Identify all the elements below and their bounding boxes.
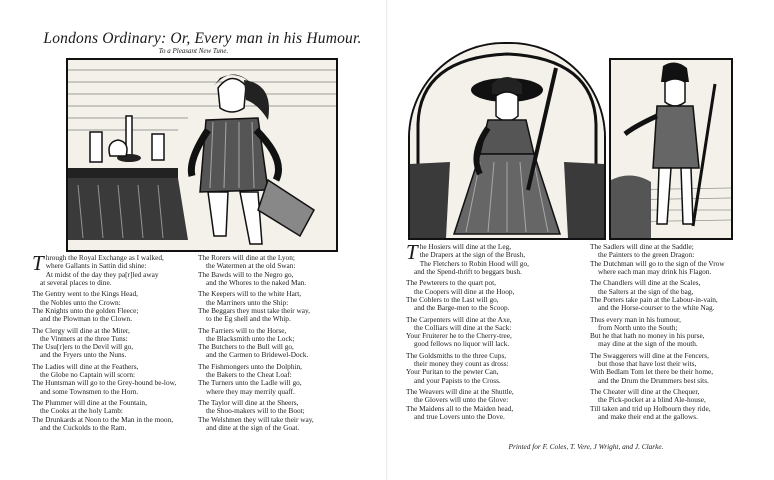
verse-line: Your Puritan to the pewter Can, xyxy=(406,367,499,377)
verse-line: The Gentry went to the Kings Head, xyxy=(32,289,138,299)
verse-line: The Clergy will dine at the Miter, xyxy=(32,325,130,335)
verse-line: Your Fruiterer he to the Cherry-tree, xyxy=(406,331,512,341)
right-column-1 xyxy=(406,240,529,424)
verse-line: But he that hath no money in his purse, xyxy=(590,331,705,341)
stanza xyxy=(32,399,176,432)
left-column-2 xyxy=(198,254,314,435)
verse-line: where they may merrily quaff. xyxy=(206,386,295,396)
verse-line: The Chandlers will dine at the Scales, xyxy=(590,278,701,288)
verse-line: The Farriers will to the Horse, xyxy=(198,325,287,335)
verse-line: he Hosiers will dine at the Leg, xyxy=(419,242,512,251)
verse-line: The Fletchers to Robin Hood will go, xyxy=(419,258,529,268)
ballad-title: Londons Ordinary: Or, Every man in his Humour. xyxy=(43,30,362,47)
verse-line: and the Barge-men to the Scoop. xyxy=(414,303,510,313)
right-column-2 xyxy=(590,243,725,424)
verse-line: The Ladies will dine at the Feathers, xyxy=(32,361,139,371)
stanza xyxy=(32,363,176,396)
stanza xyxy=(406,316,522,349)
verse-line: the Nobles unto the Crown: xyxy=(40,297,121,307)
verse-line: The Rorers will dine at the Lyon; xyxy=(198,253,295,262)
verse-line: the Watermen at the old Swan: xyxy=(206,261,296,271)
verse-line: the Coopers will dine at the Hoop, xyxy=(414,286,515,296)
verse-line: The Huntsman will go to the Grey-hound be-low, xyxy=(32,378,177,388)
verse-line: Till taken and trid up Holbourn they ride, xyxy=(590,403,711,413)
verse-line: The Weavers will dine at the Shuttle, xyxy=(406,387,514,397)
verse-line: the Glovers will unto the Glove: xyxy=(414,395,509,405)
verse-line: and some Townsmen to the Horn. xyxy=(40,386,139,396)
stanza xyxy=(406,352,522,385)
verse-line: at several places to dine. xyxy=(40,277,112,287)
verse-line: The Drunkards at Noon to the Man in the moon, xyxy=(32,414,174,424)
verse-line: the Pick-pocket at a blind Ale-house, xyxy=(598,395,706,405)
verse-line: The Coblers to the Last will go, xyxy=(406,294,499,304)
stanza xyxy=(590,243,725,276)
stanza xyxy=(32,290,176,323)
verse-line: may dine at the sign of the mouth. xyxy=(598,339,698,349)
stanza xyxy=(32,327,176,360)
stanza xyxy=(590,388,725,421)
woodcut-man-with-staff xyxy=(609,58,733,240)
verse-line: The Knights unto the golden Fleece; xyxy=(32,305,139,315)
verse-line: the Shoo-makers will to the Boot; xyxy=(206,406,305,416)
left-column-1 xyxy=(32,251,177,435)
stanza xyxy=(198,254,314,287)
verse-line: the Painters to the green Dragon: xyxy=(598,250,695,260)
verse-line: hrough the Royal Exchange as I walked, xyxy=(45,253,164,262)
verse-line: the Salters at the sign of the bag, xyxy=(598,286,694,296)
stanza xyxy=(406,279,522,312)
verse-line: The Turners unto the Ladle will go, xyxy=(198,378,302,388)
verse-line: and the Spend-thrift to beggars bush. xyxy=(414,266,522,276)
stanza xyxy=(406,240,529,276)
verse-line: and the Drum the Drummers best sits. xyxy=(598,375,709,385)
verse-line: The Dutchman will go to the sign of the Vrow xyxy=(590,258,725,268)
verse-line: The Goldsmiths to the three Cups, xyxy=(406,350,507,360)
stanza xyxy=(590,316,725,349)
verse-line: The Usu[r]ers to the Devil will go, xyxy=(32,342,134,352)
verse-line: and true Lovers unto the Dove. xyxy=(414,411,505,421)
verse-line: and the Horse-courser to the white Nag. xyxy=(598,303,715,313)
printer-colophon: Printed for F. Coles, T. Vere, J Wright, and J. Clarke. xyxy=(508,442,664,451)
verse-line: The Porters take pain at the Labour-in-vain, xyxy=(590,294,718,304)
drop-cap: T xyxy=(406,240,418,264)
stanza xyxy=(406,388,522,421)
verse-line: the Drapers at the sign of the Brush, xyxy=(419,250,526,260)
stanza xyxy=(32,251,176,287)
verse-line: their money they count as dross: xyxy=(414,359,509,369)
verse-line: where each man may drink his Flagon. xyxy=(598,266,712,276)
verse-line: The Butchers to the Bull will go, xyxy=(198,342,294,352)
verse-line: and your Papists to the Cross. xyxy=(414,375,501,385)
verse-line: The Cheater will dine at the Chequer, xyxy=(590,387,700,397)
woodcut-seated-gentleman xyxy=(66,58,338,252)
verse-line: the Blacksmith unto the Lock; xyxy=(206,333,295,343)
verse-line: the Bakers to the Cheat Loaf: xyxy=(206,370,292,380)
stanza xyxy=(198,327,314,360)
verse-line: The Taylor will dine at the Sheers, xyxy=(198,398,299,408)
verse-line: Thus every man in his humour, xyxy=(590,314,681,324)
verse-line: and the Plowman to the Clown. xyxy=(40,314,133,324)
verse-line: the Vintners at the three Tuns: xyxy=(40,333,128,343)
verse-line: and the Carmen to Bridewel-Dock. xyxy=(206,350,309,360)
verse-line: from North unto the South; xyxy=(598,322,678,332)
verse-line: With Bedlam Tom let there be their home, xyxy=(590,367,714,377)
stanza xyxy=(198,363,314,396)
verse-line: and dine at the sign of the Goat. xyxy=(206,422,300,432)
verse-line: to the Eg shell and the Whip. xyxy=(206,314,291,324)
verse-line: The Welshmen they will take their way, xyxy=(198,414,314,424)
verse-line: the Cooks at the holy Lamb: xyxy=(40,406,123,416)
verse-line: The Bawds will to the Negro go, xyxy=(198,269,294,279)
verse-line: The Maidens all to the Maiden head, xyxy=(406,403,514,413)
page-fold xyxy=(386,0,388,480)
verse-line: The Beggars they must take their way, xyxy=(198,305,310,315)
drop-cap: T xyxy=(32,251,44,275)
verse-line: and make their end at the gallows. xyxy=(598,411,698,421)
tune-note: To a Pleasant New Tune. xyxy=(158,47,229,55)
verse-line: The Carpenters will dine at the Axe, xyxy=(406,314,512,324)
verse-line: The Swaggerers will dine at the Fencers, xyxy=(590,350,709,360)
stanza xyxy=(198,399,314,432)
woodcut-arched-figure xyxy=(408,42,606,240)
verse-line: good fellows no liquor will lack. xyxy=(414,339,510,349)
verse-line: where Gallants in Sattin did shine: xyxy=(45,261,147,271)
verse-line: The Pewterers to the quart pot, xyxy=(406,278,496,288)
stanza xyxy=(198,290,314,323)
verse-line: the Marriners unto the Ship: xyxy=(206,297,289,307)
stanza xyxy=(590,352,725,385)
verse-line: The Sadlers will dine at the Saddle; xyxy=(590,242,694,251)
verse-line: At midst of the day they pa[r]led away xyxy=(45,269,159,279)
verse-line: but those that have lost their wits, xyxy=(598,359,697,369)
verse-line: The Fishmongers unto the Dolphin, xyxy=(198,361,302,371)
verse-line: the Globe no Captain will scorn: xyxy=(40,370,136,380)
verse-line: the Colliars will dine at the Sack: xyxy=(414,322,512,332)
verse-line: and the Fryers unto the Nuns. xyxy=(40,350,127,360)
verse-line: The Keepers will to the white Hart, xyxy=(198,289,302,299)
verse-line: The Plummer will dine at the Fountain, xyxy=(32,398,147,408)
verse-line: and the Cuckolds to the Ram. xyxy=(40,422,127,432)
stanza xyxy=(590,279,725,312)
verse-line: and the Whores to the naked Man. xyxy=(206,277,307,287)
